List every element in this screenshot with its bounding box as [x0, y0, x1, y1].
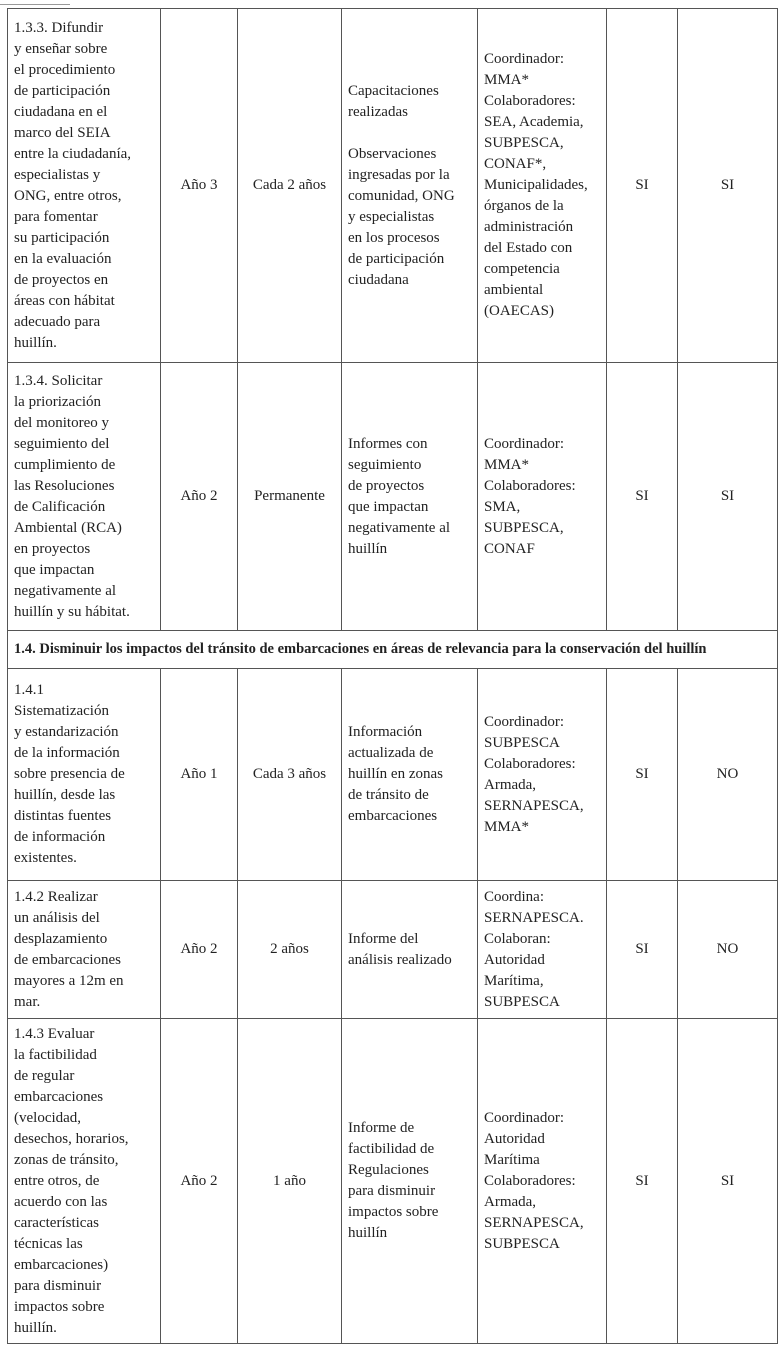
cell-col7: SI: [678, 9, 778, 363]
cell-col6: SI: [607, 9, 678, 363]
cell-indicator: Informe de factibilidad de Regulaciones para disminuir impactos sobre huillín: [342, 1019, 478, 1344]
cell-frequency: Permanente: [238, 363, 342, 631]
cell-frequency: 2 años: [238, 881, 342, 1019]
cell-responsible: Coordinador: MMA* Colaboradores: SEA, Academia, SUBPESCA, CONAF*, Municipalidades, órganos de la administración del Estado con competencia ambiental (OAECAS): [478, 9, 607, 363]
cell-col6: SI: [607, 363, 678, 631]
cell-responsible: Coordinador: Autoridad Marítima Colaboradores: Armada, SERNAPESCA, SUBPESCA: [478, 1019, 607, 1344]
cell-action: 1.4.2 Realizar un análisis del desplazamiento de embarcaciones mayores a 12m en mar.: [8, 881, 161, 1019]
cell-action: 1.4.1 Sistematización y estandarización de la información sobre presencia de huillín, desde las distintas fuentes de información existentes.: [8, 669, 161, 881]
cell-start: Año 1: [161, 669, 238, 881]
cell-action: 1.4.3 Evaluar la factibilidad de regular embarcaciones (velocidad, desechos, horarios, zonas de tránsito, entre otros, de acuerdo con las características técnicas las embarcaciones) para disminuir impactos sobre huillín.: [8, 1019, 161, 1344]
cell-frequency: 1 año: [238, 1019, 342, 1344]
cell-col7: SI: [678, 1019, 778, 1344]
cell-indicator: Capacitaciones realizadas Observaciones ingresadas por la comunidad, ONG y especialistas en los procesos de participación ciudadana: [342, 9, 478, 363]
top-rule: [0, 4, 70, 5]
table-row: [8, 363, 778, 631]
cell-responsible: Coordina: SERNAPESCA. Colaboran: Autoridad Marítima, SUBPESCA: [478, 881, 607, 1019]
cell-col6: SI: [607, 1019, 678, 1344]
action-plan-table: [7, 8, 778, 1344]
cell-start: Año 3: [161, 9, 238, 363]
cell-frequency: Cada 2 años: [238, 9, 342, 363]
cell-responsible: Coordinador: MMA* Colaboradores: SMA, SUBPESCA, CONAF: [478, 363, 607, 631]
cell-indicator: Informes con seguimiento de proyectos que impactan negativamente al huillín: [342, 363, 478, 631]
cell-action: 1.3.4. Solicitar la priorización del monitoreo y seguimiento del cumplimiento de las Resoluciones de Calificación Ambiental (RCA) en proyectos que impactan negativamente al huillín y su hábitat.: [8, 363, 161, 631]
cell-col6: SI: [607, 881, 678, 1019]
cell-col7: SI: [678, 363, 778, 631]
cell-col6: SI: [607, 669, 678, 881]
cell-action: 1.3.3. Difundir y enseñar sobre el procedimiento de participación ciudadana en el marco del SEIA entre la ciudadanía, especialistas y ONG, entre otros, para fomentar su participación en la evaluación de proyectos en áreas con hábitat adecuado para huillín.: [8, 9, 161, 363]
table-row: [8, 669, 778, 881]
cell-indicator: Información actualizada de huillín en zonas de tránsito de embarcaciones: [342, 669, 478, 881]
cell-col7: NO: [678, 881, 778, 1019]
cell-frequency: Cada 3 años: [238, 669, 342, 881]
section-row: [8, 631, 778, 669]
cell-responsible: Coordinador: SUBPESCA Colaboradores: Armada, SERNAPESCA, MMA*: [478, 669, 607, 881]
cell-start: Año 2: [161, 363, 238, 631]
cell-indicator: Informe del análisis realizado: [342, 881, 478, 1019]
cell-start: Año 2: [161, 881, 238, 1019]
table-row: [8, 1019, 778, 1344]
table-row: [8, 881, 778, 1019]
cell-start: Año 2: [161, 1019, 238, 1344]
section-heading: 1.4. Disminuir los impactos del tránsito de embarcaciones en áreas de relevancia para la conservación del huillín: [8, 631, 778, 669]
table-row: [8, 9, 778, 363]
cell-col7: NO: [678, 669, 778, 881]
